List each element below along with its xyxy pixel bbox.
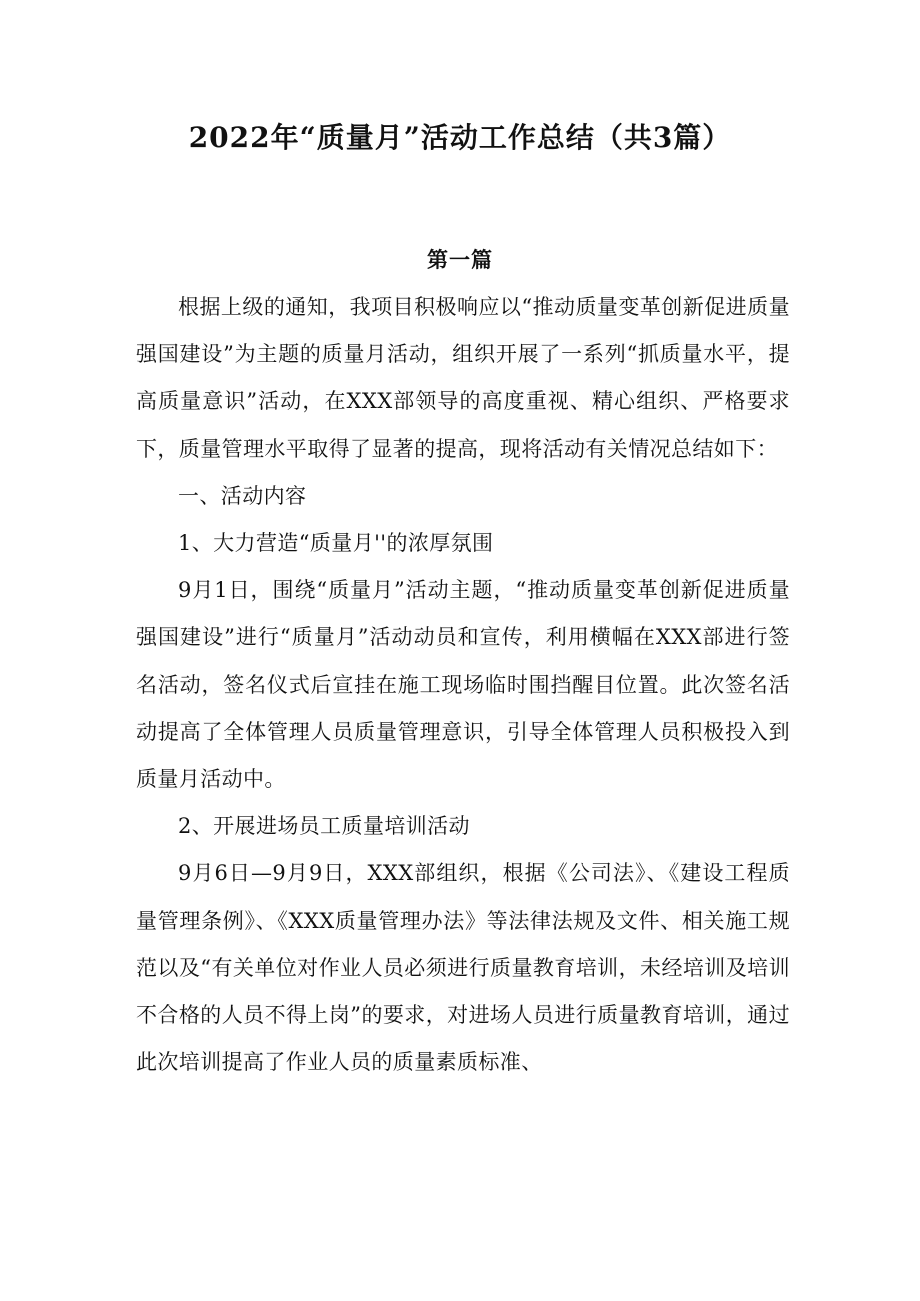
document-body [136, 284, 790, 1086]
heading-training: 2、开展进场员工质量培训活动 [178, 814, 470, 839]
paragraph-sept-6-9: 9月6日—9月9日，XXX部组织，根据《公司法》、《建设工程质量管理条例》、《XXX质量管理办法》等法律法规及文件、相关施工规范以及“有关单位对作业人员必须进行质量教育培训，未经培训及培训不合格的人员不得上岗”的要求，对进场人员进行质量教育培训，通过此次培训提高了作业人员的质量素质标准、 [136, 861, 790, 1075]
section-heading: 第一篇 [427, 247, 493, 272]
heading-activity-content: 一、活动内容 [178, 483, 307, 508]
heading-atmosphere: 1、大力营造“质量月''的浓厚氛围 [178, 531, 494, 556]
paragraph-intro: 根据上级的通知，我项目积极响应以“推动质量变革创新促进质量强国建设”为主题的质量月活动，组织开展了一系列“抓质量水平，提高质量意识”活动，在XXX部领导的高度重视、精心组织、严格要求下，质量管理水平取得了显著的提高，现将活动有关情况总结如下： [136, 295, 790, 461]
document-title: 2022年“质量月”活动工作总结（共3篇） [188, 121, 732, 154]
paragraph-sept-1: 9月1日，围绕“质量月”活动主题，“推动质量变革创新促进质量强国建设”进行“质量月”活动动员和宣传，利用横幅在XXX部进行签名活动，签名仪式后宣挂在施工现场临时围挡醒目位置。此次签名活动提高了全体管理人员质量管理意识，引导全体管理人员积极投入到质量月活动中。 [136, 578, 790, 792]
